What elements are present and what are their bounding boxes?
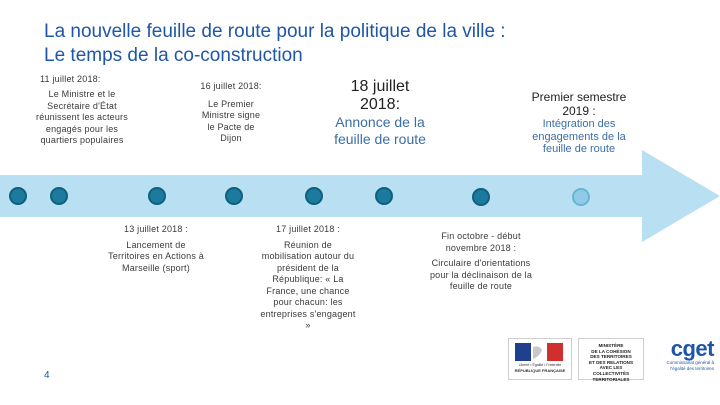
event-date: 16 juillet 2018: bbox=[200, 81, 262, 91]
cget-logo bbox=[652, 338, 714, 384]
event-date: 17 juillet 2018 : bbox=[276, 224, 340, 234]
ministry-line: ET DES RELATIONS bbox=[588, 359, 634, 365]
timeline-dot-13-july[interactable] bbox=[148, 187, 166, 205]
event-text: Intégration des engagements de la feuille de route bbox=[532, 118, 626, 155]
event-text: Réunion de mobilisation autour du président de la République: « La France, une chance pour chacun: les entreprises s'engagent » bbox=[260, 239, 356, 330]
timeline-dot-17-july[interactable] bbox=[305, 187, 323, 205]
ministry-line: MINISTÈRE bbox=[598, 343, 624, 348]
timeline-dot-11-july-b[interactable] bbox=[50, 187, 68, 205]
title-line-2: Le temps de la co-construction bbox=[44, 45, 303, 66]
event-date: Premier semestre 2019 : bbox=[531, 90, 627, 118]
event-11-july bbox=[36, 74, 126, 86]
ministry-line: TERRITORIALES bbox=[592, 376, 630, 382]
event-date: 18 juillet 2018: bbox=[350, 78, 410, 113]
timeline-dot-autumn[interactable] bbox=[472, 188, 490, 206]
event-date: Fin octobre - début novembre 2018 : bbox=[441, 231, 521, 253]
ministry-line: DES TERRITOIRES bbox=[590, 354, 632, 360]
event-text: Lancement de Territoires en Actions à Marseille (sport) bbox=[108, 239, 204, 273]
ministry-line: DE LA COHÉSION bbox=[591, 348, 631, 354]
event-text: Circulaire d'orientations pour la déclinaison de la feuille de route bbox=[429, 258, 533, 291]
event-2019 bbox=[527, 90, 631, 156]
event-autumn bbox=[425, 231, 537, 293]
event-13-july bbox=[108, 224, 204, 274]
event-16-july bbox=[200, 81, 262, 145]
marianne-icon bbox=[509, 341, 571, 363]
title-line-1: La nouvelle feuille de route pour la politique de la ville : bbox=[44, 21, 506, 42]
event-date: 11 juillet 2018: bbox=[40, 74, 101, 84]
event-text: Le Ministre et le Secrétaire d'État réunissent les acteurs engagés pour les quartiers populaires bbox=[36, 89, 128, 145]
timeline-dot-18-july[interactable] bbox=[375, 187, 393, 205]
cget-wordmark: cget bbox=[670, 336, 714, 361]
timeline-dot-16-july[interactable] bbox=[225, 187, 243, 205]
ministry-name-lines bbox=[582, 343, 640, 382]
cget-subtitle: Commissariat général à l'égalité des territoires bbox=[666, 360, 714, 371]
timeline-dot-2019[interactable] bbox=[572, 188, 590, 206]
ministry-line: AVEC LES COLLECTIVITÉS bbox=[592, 365, 630, 376]
event-11-july-text bbox=[36, 89, 128, 147]
republic-motto: Liberté • Égalité • Fraternité bbox=[518, 363, 562, 367]
slide-title bbox=[44, 20, 684, 68]
event-18-july bbox=[330, 78, 430, 148]
event-text: Annonce de la feuille de route bbox=[334, 114, 426, 147]
event-text: Le Premier Ministre signe le Pacte de Dijon bbox=[201, 98, 261, 143]
page-number: 4 bbox=[44, 370, 50, 381]
event-date: 13 juillet 2018 : bbox=[124, 224, 188, 234]
event-17-july bbox=[258, 224, 358, 332]
republic-name: RÉPUBLIQUE FRANÇAISE bbox=[514, 367, 566, 373]
republic-logo bbox=[508, 338, 572, 380]
ministry-name bbox=[578, 338, 644, 380]
timeline-dot-11-july[interactable] bbox=[9, 187, 27, 205]
